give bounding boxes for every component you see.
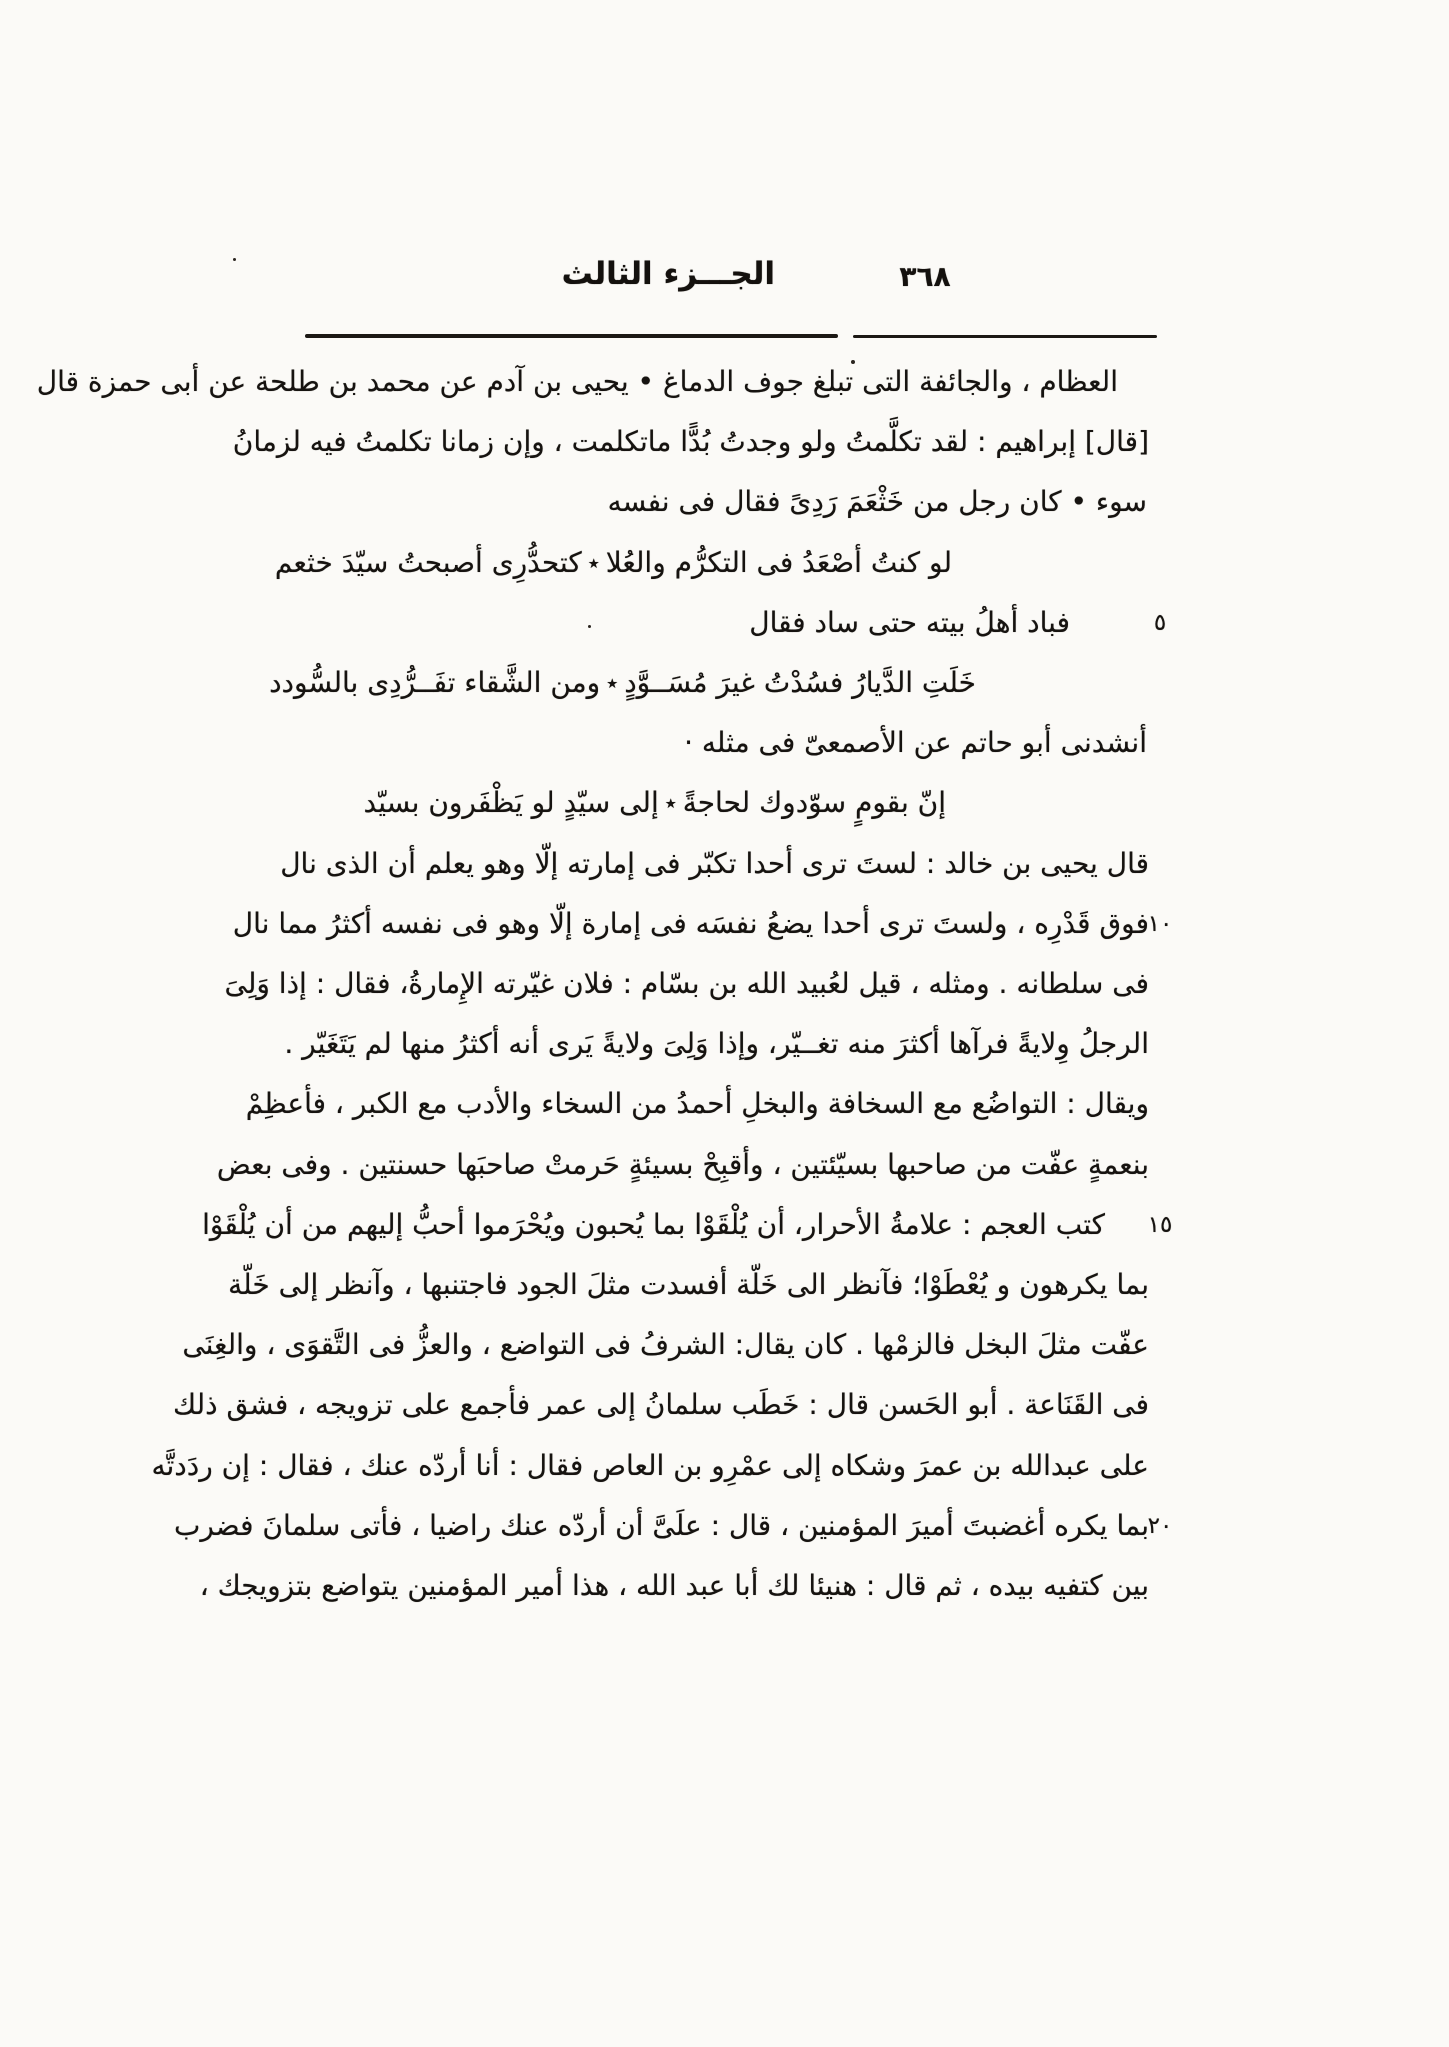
page-number: ٣٦٨ bbox=[899, 260, 951, 293]
text-line-2: [قال] إبراهيم : لقد تكلَّمتُ ولو وجدتُ بُدًّا ماتكلمت ، وإن زمانا تكلمتُ فيه لزمانُ bbox=[232, 425, 1149, 459]
margin-line-number: ١٥ bbox=[1147, 1211, 1173, 1238]
text-line-5: فباد أهلُ بيته حتى ساد فقال bbox=[749, 605, 1070, 639]
margin-line-number: ١٠ bbox=[1147, 910, 1173, 937]
hemistich-first: خَلَتِ الدَّيارُ فسُدْتُ غيرَ مُسَــوَّدٍ bbox=[624, 666, 976, 699]
verse-divider-star: ٭ bbox=[587, 550, 600, 576]
verse-line-4 bbox=[274, 541, 952, 588]
text-line-18: فى القَنَاعة . أبو الحَسن قال : خَطَب سلمانُ إلى عمر فأجمع على تزويجه ، فشق ذلك bbox=[172, 1388, 1149, 1422]
hemistich-second: ومن الشَّقاء تفَــرُّدِى بالسُّودد bbox=[269, 666, 601, 699]
margin-line-number: ٢٠ bbox=[1147, 1512, 1173, 1539]
ink-speck bbox=[588, 625, 591, 628]
verse-divider-star: ٭ bbox=[606, 671, 619, 696]
text-line-1: العظام ، والجائفة التى تبلغ جوف الدماغ • يحيى بن آدم عن محمد بن طلحة عن أبى حمزة قال bbox=[36, 365, 1118, 398]
header-rule-left-segment bbox=[305, 334, 838, 338]
text-line-15: كتب العجم : علامةُ الأحرار، أن يُلْقَوْا بما يُحبون ويُحْرَموا أحبُّ إليهم من أن يُلْقَوْا bbox=[202, 1207, 1105, 1241]
header-rule-right-segment bbox=[853, 335, 1157, 338]
text-line-17: عفّت مثلَ البخل فالزمْها . كان يقال: الشرفُ فى التواضع ، والعزُّ فى التَّقوَى ، والغِنَى bbox=[182, 1328, 1149, 1362]
text-line-9: قال يحيى بن خالد : لستَ ترى أحدا تكبّر فى إمارته إلّا وهو يعلم أن الذى نال bbox=[280, 846, 1149, 880]
text-line-20: بما يكره أغضبتَ أميرَ المؤمنين ، قال : علَىَّ أن أردّه عنك راضيا ، فأتى سلمانَ فضرب bbox=[174, 1508, 1149, 1542]
hemistich-second: إلى سيّدٍ لو يَظْفَرون بسيّد bbox=[363, 786, 659, 820]
text-line-10: فوق قَدْرِه ، ولستَ ترى أحدا يضعُ نفسَه فى إمارة إلّا وهو فى نفسه أكثرُ مما نال bbox=[232, 906, 1149, 940]
margin-line-number: ٥ bbox=[1153, 609, 1167, 636]
text-line-11: فى سلطانه . ومثله ، قيل لعُبيد الله بن بسّام : فلان غيّرته الإِمارةُ، فقال : إذا وَلِىَ bbox=[224, 967, 1149, 1000]
hemistich-first: إنّ بقومٍ سوّدوك لحاجةً bbox=[682, 786, 946, 820]
text-line-16: بما يكرهون و يُعْطَوْا؛ فآنظر الى خَلّة أفسدت مثلَ الجود فاجتنبها ، وآنظر إلى خَلّة bbox=[228, 1268, 1149, 1301]
verse-line-8 bbox=[363, 781, 946, 828]
text-line-21: بين كتفيه بيده ، ثم قال : هنيئا لك أبا عبد الله ، هذا أمير المؤمنين يتواضع بتزويجك ، bbox=[199, 1569, 1149, 1602]
page-header-title: الجـــزء الثالث bbox=[561, 256, 775, 292]
text-line-7: أنشدنى أبو حاتم عن الأصمعىّ فى مثله · bbox=[684, 726, 1147, 760]
ink-speck bbox=[233, 258, 236, 261]
text-line-12: الرجلُ وِلايةً فرآها أكثرَ منه تغــيّر، وإذا وَلِىَ ولايةً يَرى أنه أكثرُ منها لم يَتَغَيّر . bbox=[284, 1027, 1149, 1061]
text-line-13: ويقال : التواضُع مع السخافة والبخلِ أحمدُ من السخاء والأدب مع الكبر ، فأعظِمْ bbox=[245, 1087, 1149, 1121]
verse-line-6 bbox=[269, 661, 976, 708]
text-line-3: سوء • كان رجل من خَثْعَمَ رَدِىً فقال فى نفسه bbox=[607, 485, 1147, 519]
text-line-14: بنعمةٍ عفّت من صاحبها بسيّئتين ، وأقبِحْ بسيئةٍ حَرمتْ صاحبَها حسنتين . وفى بعض bbox=[216, 1147, 1149, 1181]
ink-speck bbox=[851, 360, 855, 364]
text-line-19: على عبدالله بن عمرَ وشكاه إلى عمْرِو بن العاص فقال : أنا أردّه عنك ، فقال : إن ردَدتَّه bbox=[151, 1448, 1149, 1482]
hemistich-second: كتحدُّرِى أصبحتُ سيّدَ خثعم bbox=[274, 545, 582, 579]
verse-divider-star: ٭ bbox=[664, 791, 677, 817]
hemistich-first: لو كنتُ أصْعَدُ فى التكرُّم والعُلا bbox=[605, 545, 952, 579]
